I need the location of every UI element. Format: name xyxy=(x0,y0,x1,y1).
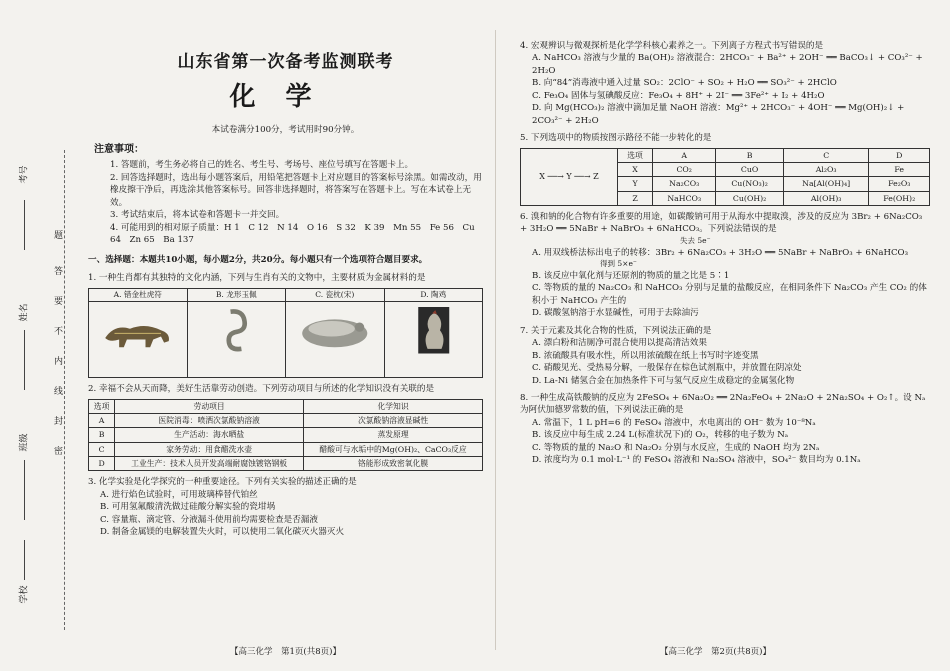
q3-option-c: C. 容量瓶、滴定管、分液漏斗使用前均需要检查是否漏液 xyxy=(100,514,318,525)
table-cell: Fe₂O₃ xyxy=(869,177,930,191)
table-cell: 蒸发原理 xyxy=(304,428,483,442)
table-row xyxy=(89,442,483,456)
q6-option-c: C. 等物质的量的 Na₂CO₃ 和 NaHCO₃ 分别与足量的盐酸反应，在相同条件下 Na₂CO₃ 产生 CO₂ 的体积小于 NaHCO₃ 产生的 xyxy=(532,283,927,306)
q3-option-d: D. 制备金属镁的电解装置失火时，可以使用二氧化碳灭火器灭火 xyxy=(100,527,345,538)
table-cell: Fe xyxy=(869,162,930,176)
question-4: 4. 宏观辨识与微观探析是化学学科核心素养之一。下列离子方程式书写错误的是 xyxy=(520,41,824,51)
table-cell: Cu(NO₃)₂ xyxy=(716,177,784,191)
q6-electron-loss: 得到 5×e⁻ xyxy=(600,259,637,269)
table-row xyxy=(89,414,483,428)
table-cell: Cu(OH)₂ xyxy=(716,191,784,205)
seal-char: 内 xyxy=(54,357,64,367)
q7-option-c: C. 硝酸见光、受热易分解，一般保存在棕色试剂瓶中，并放置在阴凉处 xyxy=(532,363,802,374)
class-label: 班级 xyxy=(19,433,30,452)
q7-option-a: A. 漂白粉和洁厕净可混合使用以提高清洁效果 xyxy=(532,338,707,349)
table-header: 化学知识 xyxy=(304,399,483,413)
binding-strip xyxy=(0,0,80,671)
seal-char: 题 xyxy=(54,231,64,241)
image-caption: C. 瓷枕(宋) xyxy=(286,289,384,302)
page-1 xyxy=(88,48,483,539)
table-cell: 家务劳动：用食醋洗水壶 xyxy=(115,442,304,456)
exam-title: 山东省第一次备考监测联考 xyxy=(177,52,394,72)
table-cell: Al₂O₃ xyxy=(783,162,869,176)
table-cell: Y xyxy=(618,177,653,191)
question-8: 8. 一种生成高铁酸钠的反应为 2FeSO₄ + 6Na₂O₂ ══ 2Na₂FeO₄ + 2Na₂O + 2Na₂SO₄ + O₂↑。设 Nₐ 为阿伏加德罗常数的值，下列说法正确的是 xyxy=(520,393,926,416)
question-3: 3. 化学实验是化学探究的一种重要途径。下列有关实验的描述正确的是 xyxy=(88,477,357,488)
pottery-rooster-icon xyxy=(395,307,473,354)
question-7: 7. 关于元素及其化合物的性质，下列说法正确的是 xyxy=(520,325,712,336)
table-cell: 生产活动：海水晒盐 xyxy=(115,428,304,442)
table-row xyxy=(89,428,483,442)
image-caption: D. 陶鸡 xyxy=(385,289,483,302)
notes-heading: 注意事项： xyxy=(94,143,144,155)
table-header: C xyxy=(783,148,869,162)
q1-image-c xyxy=(286,289,385,377)
image-caption: B. 龙形玉佩 xyxy=(188,289,286,302)
table-cell: CO₂ xyxy=(653,162,716,176)
q3-option-b: B. 可用氢氟酸清洗做过硅酸分解实验的瓷坩埚 xyxy=(100,502,276,513)
seal-char: 密 xyxy=(54,447,64,457)
q5-flow-diagram: X ──→ Y ──→ Z xyxy=(521,148,618,205)
table-cell: NaHCO₃ xyxy=(653,191,716,205)
table-cell: X xyxy=(618,162,653,176)
table-row xyxy=(89,457,483,471)
jade-dragon-icon xyxy=(198,307,276,354)
q4-option-a: A. NaHCO₃ 溶液与少量的 Ba(OH)₂ 溶液混合：2HCO₃⁻ + Ba²⁺ + 2OH⁻ ══ BaCO₃↓ + CO₃²⁻ + 2H₂O xyxy=(532,53,923,76)
note-item: 3. 考试结束后，将本试卷和答题卡一并交回。 xyxy=(110,210,285,221)
table-cell: CuO xyxy=(716,162,784,176)
seal-char: 要 xyxy=(54,297,64,307)
page-1-footer: 【高三化学 第1页(共8页)】 xyxy=(230,647,341,657)
table-cell: D xyxy=(89,457,115,471)
exam-number-label: 考号 xyxy=(19,165,30,184)
q6-option-b: B. 该反应中氧化剂与还原剂的物质的量之比是 5∶1 xyxy=(532,270,730,281)
class-line xyxy=(24,460,25,520)
porcelain-pillow-icon xyxy=(296,307,374,354)
q8-option-c: C. 等物质的量的 Na₂O 和 Na₂O₂ 分别与水反应，生成的 NaOH 均为 2Nₐ xyxy=(532,442,820,453)
q5-table xyxy=(520,148,930,206)
q6-electron-gain: 失去 5e⁻ xyxy=(680,235,711,245)
q7-option-d: D. La-Ni 储氢合金在加热条件下可与氢气反应生成稳定的金属氢化物 xyxy=(532,375,795,386)
table-cell: 医院消毒：喷洒次氯酸钠溶液 xyxy=(115,414,304,428)
q8-option-b: B. 该反应中每生成 2.24 L(标准状况下)的 O₂，转移的电子数为 Nₐ xyxy=(532,430,789,441)
score-line: 本试卷满分100分，考试用时90分钟。 xyxy=(211,125,360,136)
table-header: D xyxy=(869,148,930,162)
q4-option-b: B. 向“84”消毒液中通入过量 SO₂：2ClO⁻ + SO₂ + H₂O ══ SO₃²⁻ + 2HClO xyxy=(532,78,837,89)
q6-option-d: D. 碳酸氢钠溶于水显碱性，可用于去除油污 xyxy=(532,308,699,319)
table-cell: A xyxy=(89,414,115,428)
table-header: A xyxy=(653,148,716,162)
table-header: B xyxy=(716,148,784,162)
table-header: 选项 xyxy=(89,399,115,413)
table-cell: 醋酸可与水垢中的Mg(OH)₂、CaCO₃反应 xyxy=(304,442,483,456)
note-item: 2. 回答选择题时，选出每小题答案后，用铅笔把答题卡上对应题目的答案标号涂黑。如需改动，用橡皮擦干净后，再选涂其他答案标号。回答非选择题时，将答案写在答题卡上。写在本试卷上无效。 xyxy=(110,172,482,208)
table-cell: 铬能形成致密氧化膜 xyxy=(304,457,483,471)
seal-char: 线 xyxy=(54,387,64,397)
q8-option-d: D. 浓度均为 0.1 mol·L⁻¹ 的 FeSO₄ 溶液和 Na₂SO₄ 溶液中，SO₄²⁻ 数目均为 0.1Nₐ xyxy=(532,455,861,466)
table-cell: Z xyxy=(618,191,653,205)
table-cell: C xyxy=(89,442,115,456)
q1-image-d xyxy=(385,289,483,377)
table-header: 选项 xyxy=(618,148,653,162)
table-cell: B xyxy=(89,428,115,442)
table-cell: Na[Al(OH)₄] xyxy=(783,177,869,191)
section-heading: 一、选择题：本题共10小题，每小题2分，共20分。每小题只有一个选项符合题目要求。 xyxy=(88,255,428,266)
table-cell: 次氯酸钠溶液显碱性 xyxy=(304,414,483,428)
q1-image-b xyxy=(188,289,287,377)
tiger-tally-icon xyxy=(99,307,177,354)
school-line xyxy=(24,540,25,580)
q4-option-c: C. Fe₃O₄ 固体与氢碘酸反应：Fe₃O₄ + 8H⁺ + 2I⁻ ══ 3Fe²⁺ + I₂ + 4H₂O xyxy=(532,90,825,101)
q7-option-b: B. 浓硫酸具有吸水性，所以用浓硫酸在纸上书写时字迹变黑 xyxy=(532,350,759,361)
question-2: 2. 幸福不会从天而降，美好生活靠劳动创造。下列劳动项目与所述的化学知识没有关联的是 xyxy=(88,384,435,395)
table-cell: Na₂CO₃ xyxy=(653,177,716,191)
seal-char: 不 xyxy=(54,327,64,337)
image-caption: A. 错金杜虎符 xyxy=(89,289,187,302)
subject-title: 化学 xyxy=(229,81,342,112)
table-header: 劳动项目 xyxy=(115,399,304,413)
q4-option-d: D. 向 Mg(HCO₃)₂ 溶液中滴加足量 NaOH 溶液：Mg²⁺ + 2HCO₃⁻ + 4OH⁻ ══ Mg(OH)₂↓ + 2CO₃²⁻ + 2H₂O xyxy=(532,103,905,126)
table-cell: Al(OH)₃ xyxy=(783,191,869,205)
q8-option-a: A. 常温下，1 L pH=6 的 FeSO₄ 溶液中，水电离出的 OH⁻ 数为 10⁻⁸Nₐ xyxy=(532,417,816,428)
note-item: 1. 答题前，考生务必将自己的姓名、考生号、考场号、座位号填写在答题卡上。 xyxy=(110,160,414,171)
question-6: 6. 溴和钠的化合物有许多重要的用途，如碳酸钠可用于从海水中提取溴，涉及的反应为 3Br₂ + 6Na₂CO₃ + 3H₂O ══ 5NaBr + NaBrO₃ + 6NaHCO₃。下列说法错误的是 xyxy=(520,211,923,235)
seal-char: 封 xyxy=(54,417,64,427)
question-5: 5. 下列选项中的物质按图示路径不能一步转化的是 xyxy=(520,133,712,144)
question-1: 1. 一种生肖都有其独特的文化内涵，下列与生肖有关的文物中，主要材质为金属材料的是 xyxy=(88,272,426,283)
table-cell: Fe(OH)₂ xyxy=(869,191,930,205)
table-cell: 工业生产：技术人员开发高端耐腐蚀镀铬钢板 xyxy=(115,457,304,471)
seal-char: 答 xyxy=(54,267,64,277)
q3-option-a: A. 进行焰色试验时，可用玻璃棒替代铂丝 xyxy=(100,489,258,500)
q1-image-row xyxy=(88,288,483,378)
page-2 xyxy=(520,40,930,467)
note-item: 4. 可能用到的相对原子质量：H 1 C 12 N 14 O 16 S 32 K 39 Mn 55 Fe 56 Cu 64 Zn 65 Ba 137 xyxy=(110,222,475,245)
page-2-footer: 【高三化学 第2页(共8页)】 xyxy=(660,647,771,657)
q1-image-a xyxy=(89,289,188,377)
exam-number-line xyxy=(24,200,25,250)
q6-option-a: A. 用双线桥法标出电子的转移：3Br₂ + 6Na₂CO₃ + 3H₂O ══ 5NaBr + NaBrO₃ + 6NaHCO₃ xyxy=(532,247,909,258)
q2-table xyxy=(88,399,483,471)
page-fold xyxy=(495,30,496,650)
name-line xyxy=(24,330,25,390)
school-label: 学校 xyxy=(19,585,30,604)
seal-line xyxy=(64,150,65,630)
name-label: 姓名 xyxy=(19,303,30,322)
